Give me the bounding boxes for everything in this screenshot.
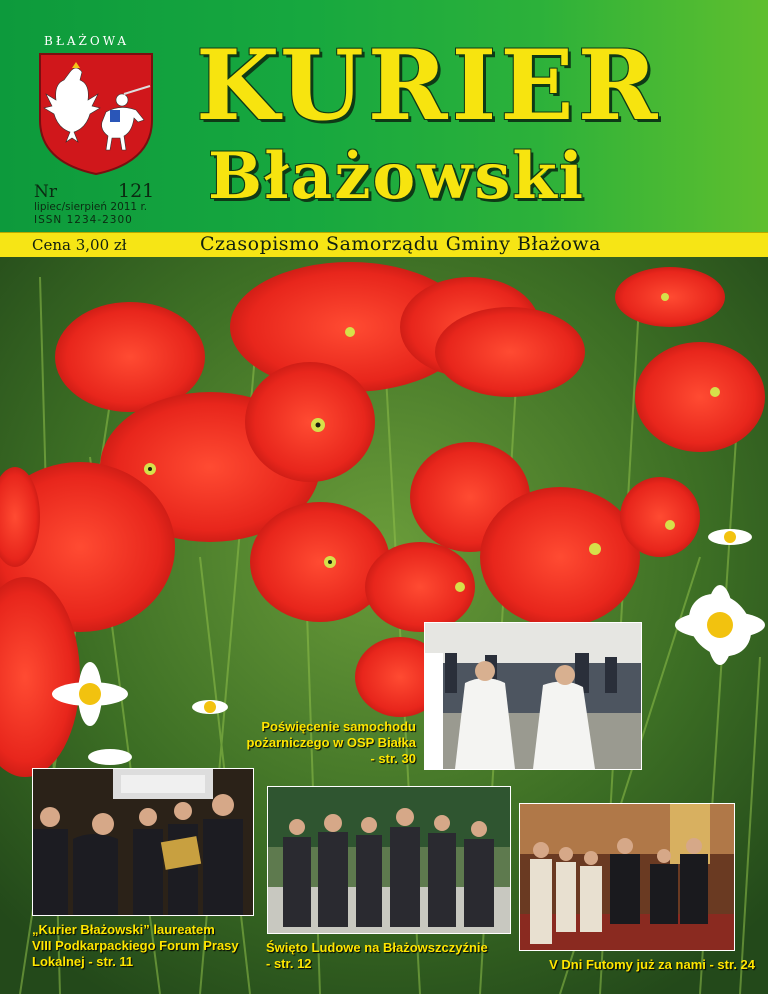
photo-futoma-days <box>519 803 735 951</box>
caption-line: Poświęcenie samochodu <box>261 719 416 734</box>
issn: ISSN 1234-2300 <box>34 214 133 226</box>
issue-prefix: Nr <box>34 182 58 202</box>
caption-folk-festival <box>266 940 516 972</box>
title-kurier: KURIER <box>196 29 662 142</box>
caption-line: - str. 12 <box>266 956 312 971</box>
caption-line: V Dni Futomy już za nami - str. 24 <box>549 957 755 972</box>
caption-line: Święto Ludowe na Błażowszczyźnie <box>266 940 488 955</box>
issue-date: lipiec/sierpień 2011 r. <box>34 201 148 213</box>
caption-line: VIII Podkarpackiego Forum Prasy <box>32 938 239 953</box>
price-label: Cena 3,00 zł <box>32 236 127 254</box>
issue-number: 121 <box>118 180 155 202</box>
caption-fire-truck <box>236 719 416 767</box>
photo-folk-festival <box>267 786 511 934</box>
caption-line: pożarniczego w OSP Białka <box>246 735 416 750</box>
coat-of-arms-icon <box>36 50 156 178</box>
title-blazowski: Błażowski <box>208 139 585 214</box>
caption-futoma <box>505 957 755 973</box>
caption-award <box>32 922 252 970</box>
gmina-label: BŁAŻOWA <box>44 34 130 48</box>
caption-line: Lokalnej - str. 11 <box>32 954 134 969</box>
photo-award-ceremony <box>32 768 254 916</box>
caption-line: „Kurier Błażowski” laureatem <box>32 922 215 937</box>
photo-blessing-fire-truck <box>424 622 642 770</box>
tagline: Czasopismo Samorządu Gminy Błażowa <box>200 233 601 255</box>
caption-line: - str. 30 <box>370 751 416 766</box>
